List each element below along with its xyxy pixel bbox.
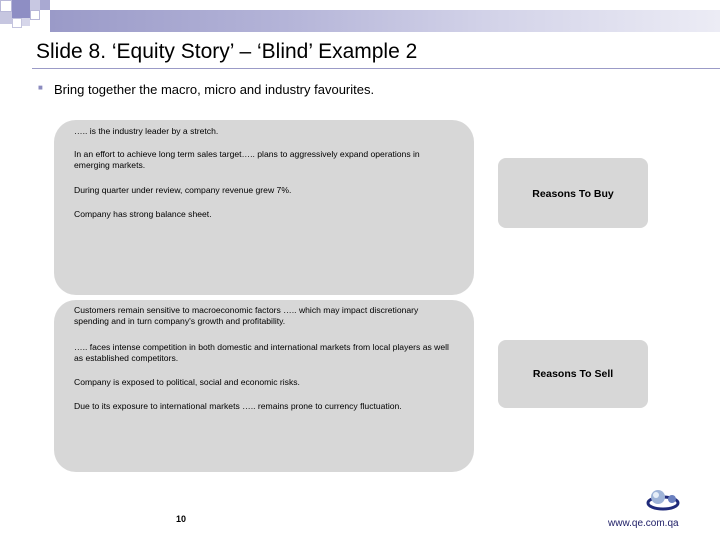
slide-bullet: Bring together the macro, micro and industry favourites.: [54, 82, 375, 97]
reasons-to-sell-panel: [54, 300, 474, 472]
header-band: [50, 10, 720, 32]
sell-point: ….. faces intense competition in both domestic and international markets from local players as well as established competitors.: [74, 342, 449, 363]
decor-square: [22, 18, 30, 26]
sell-point: Company is exposed to political, social and economic risks.: [74, 377, 300, 387]
buy-point: In an effort to achieve long term sales target….. plans to aggressively expand operations in emerging markets.: [74, 149, 420, 170]
decor-square: [12, 18, 22, 28]
sell-point: Customers remain sensitive to macroeconomic factors ….. which may impact discretionary spending and in turn company's growth and profitability.: [74, 305, 419, 326]
title-divider: [32, 68, 720, 69]
reasons-to-buy-panel: [54, 120, 474, 295]
buy-point: ….. is the industry leader by a stretch.: [74, 126, 219, 136]
buy-point: During quarter under review, company revenue grew 7%.: [74, 185, 292, 195]
page-number: 10: [176, 514, 187, 524]
decor-square: [0, 0, 12, 12]
decor-square: [0, 12, 12, 24]
reasons-to-buy-label: Reasons To Buy: [498, 158, 648, 228]
company-logo-icon: [646, 486, 680, 516]
decor-square: [12, 0, 30, 18]
sell-point: Due to its exposure to international markets ….. remains prone to currency fluctuation.: [74, 401, 402, 411]
buy-point: Company has strong balance sheet.: [74, 209, 212, 219]
decor-square: [30, 10, 40, 20]
header-decoration: [0, 0, 720, 32]
slide-title: Slide 8. ‘Equity Story’ – ‘Blind’ Example 2: [36, 40, 418, 63]
website-link[interactable]: www.qe.com.qa: [608, 518, 679, 529]
bullet-icon: ■: [38, 83, 43, 92]
decor-square: [30, 0, 40, 10]
decor-square: [40, 0, 50, 10]
reasons-to-sell-label: Reasons To Sell: [498, 340, 648, 408]
